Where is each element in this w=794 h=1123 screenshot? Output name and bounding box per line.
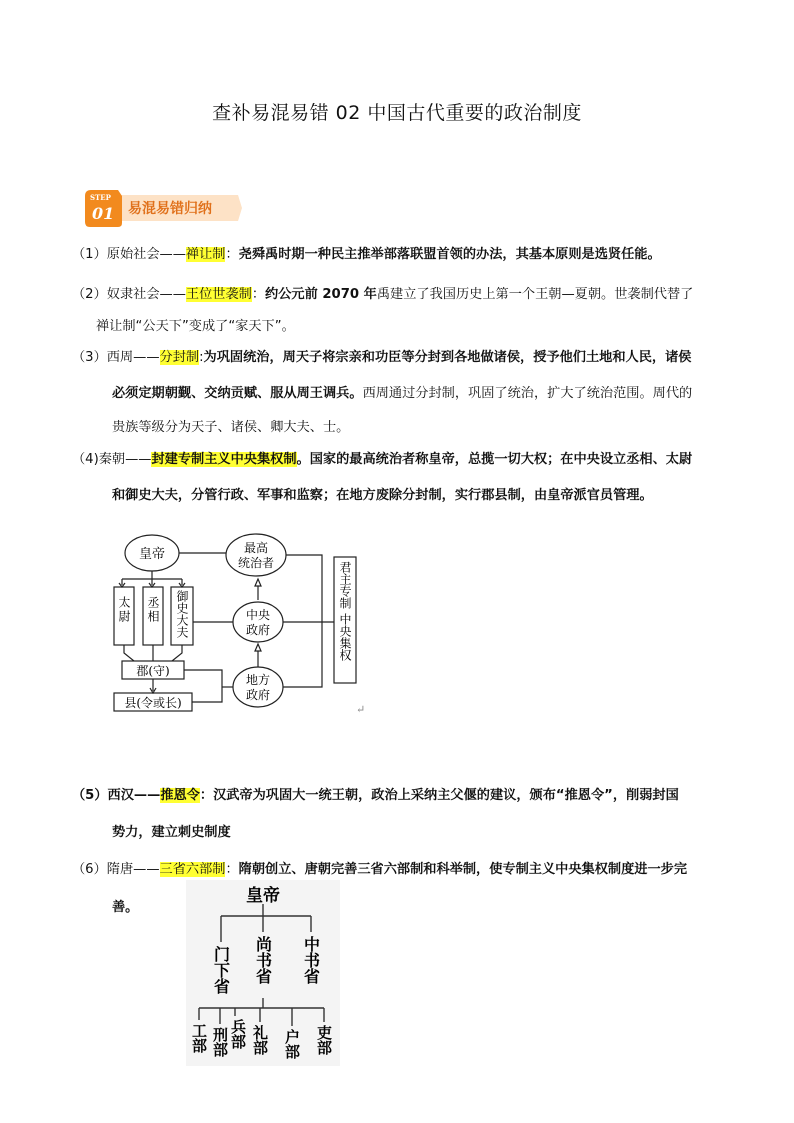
step-badge (82, 188, 242, 228)
item-3-body: 为巩固统治，周天子将宗亲和功臣等分封到各地做诸侯，授予他们土地和人民，诸侯 (203, 350, 692, 365)
item-3-colon: : (199, 350, 204, 365)
item-6 (72, 861, 687, 879)
supreme-label-a: 最高 (243, 541, 269, 555)
item-1-body: 尧舜禹时期一种民主推举部落联盟首领的办法，其基本原则是选贤任能。 (238, 247, 661, 262)
item-5-colon: ： (199, 788, 214, 803)
item-2-prefix: （2）奴隶社会—— (72, 287, 186, 302)
item-2-body-bold: 约公元前 2070 年 (265, 287, 377, 302)
item-4-colon: 。 (296, 452, 310, 467)
emperor-label: 皇帝 (138, 547, 166, 562)
li-rites-label: 礼部 (251, 1025, 269, 1055)
yushi-label: 御史大夫 (175, 590, 189, 638)
step-number: 01 (92, 204, 115, 223)
item-3 (72, 349, 691, 367)
xing-label: 刑部 (211, 1027, 229, 1057)
local-label-a: 地方 (245, 673, 271, 687)
item-3-line-2 (112, 385, 692, 403)
central-label-a: 中央 (245, 608, 271, 622)
page-title: 查补易混易错 02 中国古代重要的政治制度 (212, 102, 582, 124)
gong-label: 工部 (190, 1023, 208, 1053)
step-badge-graphic (82, 188, 242, 228)
item-5 (72, 787, 679, 805)
item-4-body: 国家的最高统治者称皇帝，总揽一切大权；在中央设立丞相、太尉 (309, 452, 693, 467)
item-3-line-2-bold: 必须定期朝觐、交纳贡赋、服从周王调兵。 (112, 386, 363, 401)
item-6-body: 隋朝创立、唐朝完善三省六部制和科举制，使专制主义中央集权制度进一步完 (238, 862, 688, 877)
menxia-label: 门下省 (211, 946, 231, 994)
item-5-term: 推恩令 (160, 788, 200, 803)
item-5-prefix: （5）西汉—— (72, 788, 161, 803)
supreme-label-b: 统治者 (237, 556, 275, 570)
item-3-line-3: 贵族等级分为天子、诸侯、卿大夫、士。 (112, 420, 350, 435)
zhongshu-label: 中书省 (301, 936, 321, 984)
item-2 (72, 286, 693, 304)
item-1-prefix: （1）原始社会—— (72, 247, 186, 262)
item-4-term: 封建专制主义中央集权制 (151, 452, 297, 467)
item-4-prefix: （4)秦朝—— (72, 452, 152, 467)
item-3-line-2-plain: 西周通过分封制，巩固了统治，扩大了统治范围。周代的 (362, 386, 693, 401)
tang-emperor-label: 皇帝 (246, 886, 280, 906)
item-1-term: 禅让制 (185, 247, 226, 262)
jun-label: 郡(守) (136, 664, 170, 678)
chengxiang-label: 丞相 (146, 596, 160, 624)
item-4-line-2: 和御史大夫，分管行政、军事和监察；在地方废除分封制，实行郡县制，由皇帝派官员管理。 (112, 488, 653, 503)
paragraph-mark: ↵ (356, 703, 366, 716)
taiwei-label: 太尉 (117, 596, 131, 624)
item-2-colon: ： (251, 287, 266, 302)
shangshu-label: 尚书省 (253, 936, 273, 984)
item-3-prefix: （3）西周—— (72, 350, 160, 365)
item-1-colon: ： (225, 247, 239, 262)
item-1 (72, 246, 661, 264)
item-5-body: 汉武帝为巩固大一统王朝，政治上采纳主父偃的建议，颁布“推恩令”，削弱封国 (213, 788, 679, 803)
three-departments-six-ministries-diagram (186, 880, 340, 1066)
item-2-term: 王位世袭制 (185, 287, 252, 302)
item-6-colon: ： (225, 862, 239, 877)
item-6-prefix: （6）隋唐—— (72, 862, 160, 877)
item-2-line-2: 禅让制“公天下”变成了“家天下”。 (96, 319, 295, 334)
local-label-b: 政府 (245, 688, 271, 702)
autocracy-label: 君主专制 中央集权 (338, 561, 352, 661)
xian-label: 县(令或长) (124, 696, 182, 710)
hu-label: 户部 (283, 1029, 301, 1059)
central-label-b: 政府 (245, 623, 271, 637)
qin-structure-diagram (110, 527, 380, 717)
step-heading: 易混易错归纳 (128, 201, 212, 217)
li-personnel-label: 吏部 (315, 1025, 333, 1055)
item-6-line-2: 善。 (112, 900, 139, 915)
item-6-term: 三省六部制 (159, 862, 226, 877)
item-5-line-2: 势力，建立刺史制度 (112, 825, 231, 840)
item-4 (72, 451, 692, 469)
item-3-term: 分封制 (159, 350, 200, 365)
step-label: STEP (90, 193, 111, 202)
bing-label: 兵部 (229, 1019, 247, 1049)
item-2-body-plain: 禹建立了我国历史上第一个王朝—夏朝。世袭制代替了 (376, 287, 694, 302)
